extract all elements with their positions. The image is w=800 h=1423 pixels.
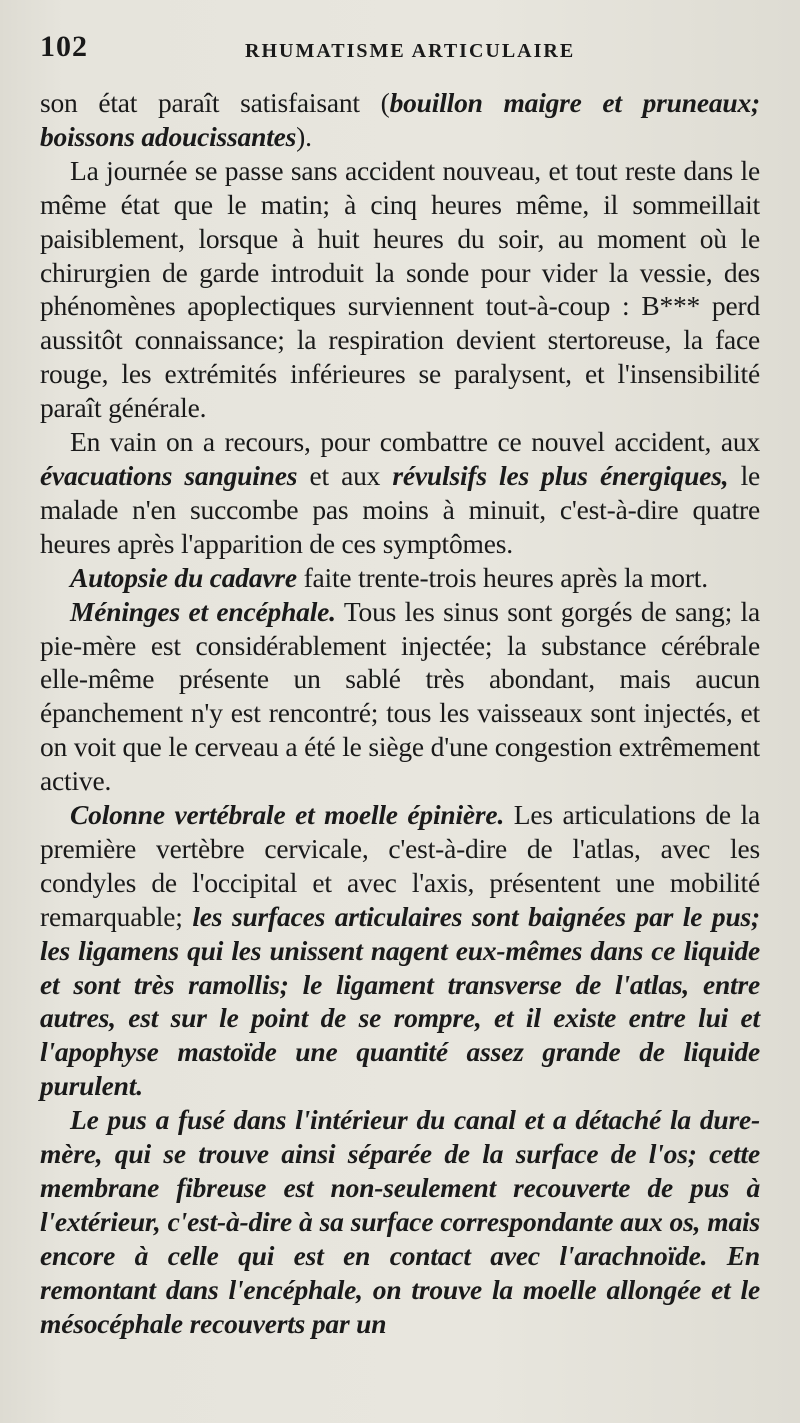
text-run: et aux [297, 459, 393, 491]
text-run: ). [296, 120, 312, 152]
body-text [40, 86, 760, 1341]
italic-run: Autopsie du cadavre [70, 561, 297, 593]
italic-run: Méninges et encéphale. [70, 595, 336, 627]
text-run: En vain on a recours, pour combattre ce nouvel accident, aux [70, 426, 760, 458]
paragraph [40, 1103, 760, 1340]
text-run: Les articulations de la première vertèbre cervicale, c'est-à-dire de l'atlas, avec les condyles de l'occipital et avec l'axis, présentent une mobilité remarquable; [40, 799, 760, 932]
paragraph [40, 154, 760, 425]
paragraph [40, 798, 760, 1103]
paragraph [40, 425, 760, 561]
paragraph [40, 86, 760, 154]
italic-run: révulsifs les plus énergiques, [392, 459, 729, 491]
paragraph [40, 595, 760, 798]
running-title: RHUMATISME ARTICULAIRE [245, 40, 576, 62]
page-header [40, 30, 760, 70]
italic-run: évacuations sanguines [40, 459, 298, 491]
text-run: La journée se passe sans accident nouveau, et tout reste dans le même état que le matin; à cinq heures même, il sommeillait paisiblement, lorsque à huit heures du soir, au moment où le chirurgien de garde introduit la sonde pour vider la vessie, des phénomènes apoplectiques surviennent tout-à-coup : B*** perd aussitôt connaissance; la respiration devient stertoreuse, la face rouge, les extrémités inférieures se paralysent, et l'insensibilité paraît générale. [40, 154, 760, 424]
italic-run: les surfaces articulaires sont baignées par le pus; les ligamens qui les unissent nagent eux-mêmes dans ce liquide et sont très ramollis; le ligament transverse de l'atlas, entre autres, est sur le point de se rompre, et il existe entre lui et l'apophyse mastoïde une quantité assez grande de liquide purulent. [40, 900, 761, 1102]
page-number: 102 [40, 30, 88, 63]
paragraph [40, 561, 760, 595]
text-run: Tous les sinus sont gorgés de sang; la pie-mère est considérablement injectée; la substance cérébrale elle-même présente un sablé très abondant, mais aucun épanchement n'y est rencontré; tous les vaisseaux sont injectés, et on voit que le cerveau a été le siège d'une congestion extrêmement active. [40, 595, 760, 797]
italic-run: Colonne vertébrale et moelle épinière. [70, 799, 505, 831]
text-run: faite trente-trois heures après la mort. [296, 561, 708, 593]
text-run: le malade n'en succombe pas moins à minuit, c'est-à-dire quatre heures après l'apparition de ces symptômes. [40, 459, 761, 559]
italic-run: bouillon maigre et pruneaux; boissons adoucissantes [40, 87, 760, 152]
text-run: son état paraît satisfaisant ( [40, 87, 390, 118]
italic-run: Le pus a fusé dans l'intérieur du canal et a détaché la dure-mère, qui se trouve ainsi séparée de la surface de l'os; cette membrane fibreuse est non-seulement recouverte de pus à l'extérieur, c'est-à-dire à sa surface correspondante aux os, mais encore à celle qui est en contact avec l'arachnoïde. En remontant dans l'encéphale, on trouve la moelle allongée et le mésocéphale recouverts par un [40, 1104, 760, 1339]
